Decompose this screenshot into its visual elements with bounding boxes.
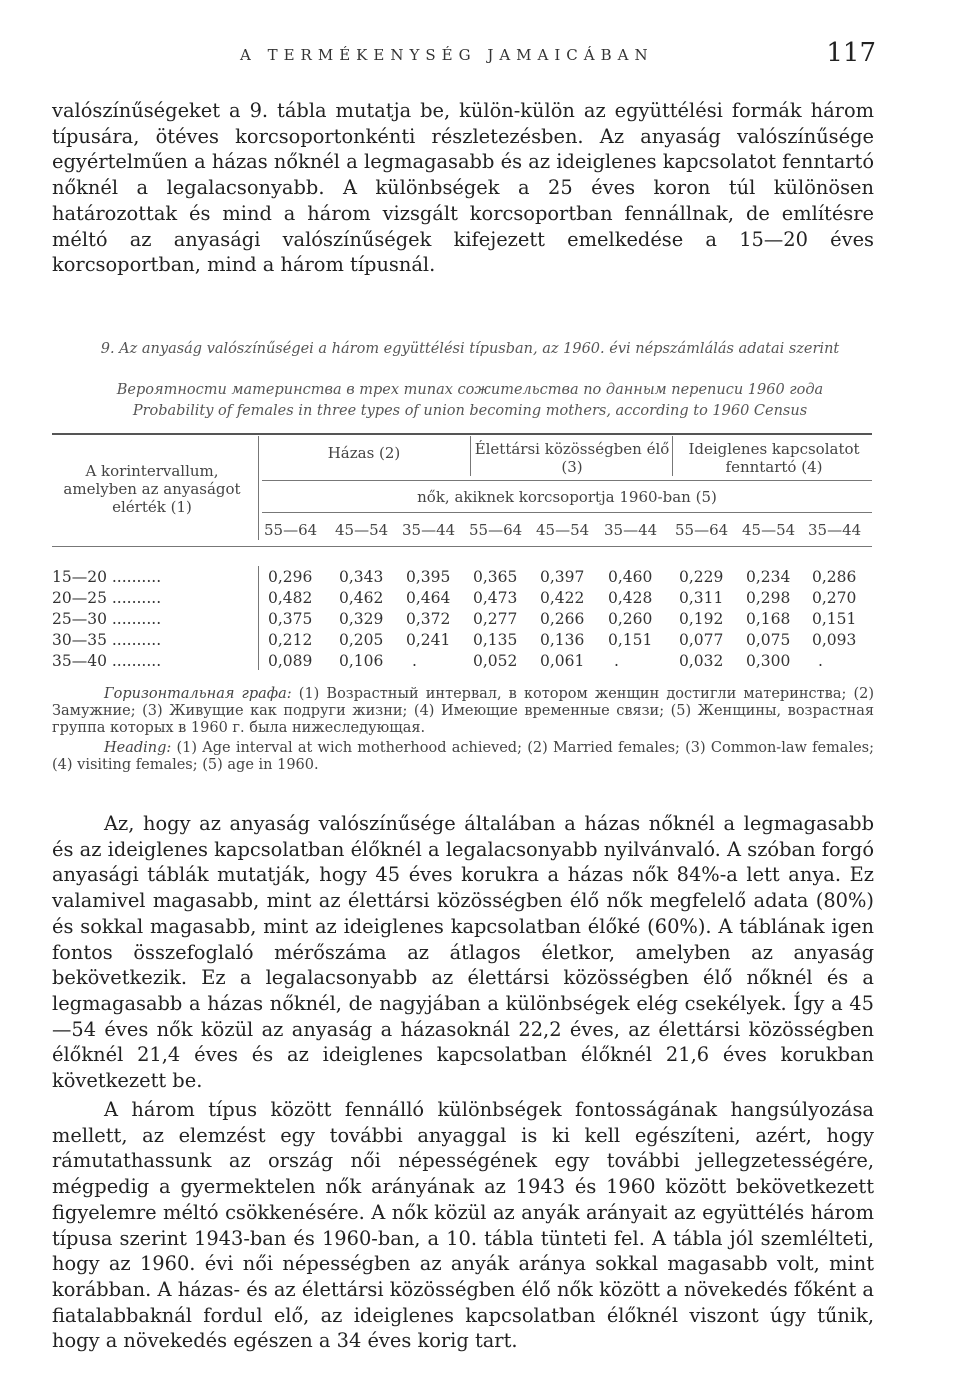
footnote-ru-text: (1) Возрастный интервал, в котором женщин достигли материнства; (2) Замужние; (3) Живущие как подруги жизни; (4) Имеющие временные связи; (5) Женщины, возрастная группа которых в 1960 г. была нижеследующая.	[52, 686, 874, 736]
table-cell: 0,286	[812, 568, 857, 586]
row-label: 20—25 ..........	[52, 589, 162, 607]
row-label: 30—35 ..........	[52, 631, 162, 649]
table-cell: 0,329	[339, 610, 384, 628]
footnote-en-label: Heading:	[104, 740, 172, 756]
age-col-header: 45—54	[742, 521, 796, 539]
table-cell: 0,464	[406, 589, 451, 607]
table-cell: 0,473	[473, 589, 518, 607]
table-top-rule	[52, 433, 872, 435]
table-cell: 0,151	[608, 631, 653, 649]
table-divider	[258, 436, 259, 540]
table-cell: 0,151	[812, 610, 857, 628]
table-cell: 0,365	[473, 568, 518, 586]
table-caption-en: Probability of females in three types of union becoming mothers, according to 1960 Census	[132, 403, 808, 419]
table-cell: 0,482	[268, 589, 313, 607]
table-subheader: nők, akiknek korcsoportja 1960-ban (5)	[417, 488, 717, 506]
table-cell: 0,212	[268, 631, 313, 649]
table-cell: 0,032	[679, 652, 724, 670]
running-title: A TERMÉKENYSÉG JAMAICÁBAN	[240, 46, 654, 64]
table-cell: 0,428	[608, 589, 653, 607]
paragraph-1: valószínűségeket a 9. tábla mutatja be, külön-külön az együttélési formák három típusára, ötéves korcsoportonkénti részletezésben. Az anyaság valószínűsége egyértelműen a házas nőknél a legmagasabb és az ideiglenes kapcsolatot fenntartó nőknél a legalacsonyabb. A különbségek a 25 éves koron túl különösen határozottak és mind a három vizsgált korcsoportban fennállnak, de említésre méltó az anyasági valószínűségek kifejezett emelkedése a 15—20 éves korcsoportban, mind a három típusnál.	[52, 99, 874, 277]
age-col-header: 35—44	[402, 521, 456, 539]
table-cell: 0,077	[679, 631, 724, 649]
paragraph-3: A három típus között fennálló különbségek fontosságának hangsúlyozása mellett, az elemzést egy további anyaggal is ki kell egészíteni, azért, hogy rámutathassunk az ország női népességének egy további jellegzetességére, mégpedig a gyermektelen nők arányának az 1943 és 1960 között bekövetkezett figyelemre méltó csökkenésére. A nők közül az anyák arányait az együttélés három típusa szerint 1943-ban és 1960-ban, a 10. tábla tünteti fel. A tábla jól szemlélteti, hogy az 1960. évi női népességben az anyák aránya sokkal magasabb volt, mint korábban. A házas- és az élettársi közösségben élő nők között a növekedés főként a fiatalabbaknál fordul elő, az ideiglenes kapcsolatban élőknél viszont úgy tűnik, hogy a növekedés egészen a 34 éves korig tart.	[52, 1098, 874, 1353]
row-label: 35—40 ..........	[52, 652, 162, 670]
table-caption-ru: Вероятности материнства в трех типах сожительства по данным переписи 1960 года	[116, 382, 824, 398]
table-caption-hu: 9. Az anyaság valószínűségei a három együttélési típusban, az 1960. évi népszámlálás adatai szerint	[100, 341, 840, 357]
table-cell: 0,093	[812, 631, 857, 649]
table-divider	[262, 480, 872, 481]
age-col-header: 35—44	[604, 521, 658, 539]
table-cell: 0,234	[746, 568, 791, 586]
table-cell: 0,395	[406, 568, 451, 586]
row-label: 15—20 ..........	[52, 568, 162, 586]
table-cell: 0,260	[608, 610, 653, 628]
row-label: 25—30 ..........	[52, 610, 162, 628]
table-cell: .	[614, 652, 619, 670]
table-cell: 0,266	[540, 610, 585, 628]
table-cell: 0,241	[406, 631, 451, 649]
age-col-header: 55—64	[469, 521, 523, 539]
table-cell: 0,205	[339, 631, 384, 649]
table-cell: 0,168	[746, 610, 791, 628]
table-cell: 0,270	[812, 589, 857, 607]
table-footnote-en	[52, 740, 874, 774]
table-cell: 0,229	[679, 568, 724, 586]
footnote-ru-label: Горизонтальная графа:	[104, 686, 292, 702]
table-cell: 0,375	[268, 610, 313, 628]
age-col-header: 55—64	[675, 521, 729, 539]
table-cell: 0,106	[339, 652, 384, 670]
table-cell: 0,075	[746, 631, 791, 649]
table-cell: 0,052	[473, 652, 518, 670]
table-divider	[262, 512, 872, 513]
age-col-header: 55—64	[264, 521, 318, 539]
table-divider	[258, 566, 259, 670]
table-cell: .	[818, 652, 823, 670]
row-header: A korintervallum, amelyben az anyaságot elérték (1)	[63, 462, 241, 516]
table-cell: 0,300	[746, 652, 791, 670]
age-col-header: 45—54	[335, 521, 389, 539]
table-cell: 0,372	[406, 610, 451, 628]
table-cell: 0,296	[268, 568, 313, 586]
table-cell: 0,136	[540, 631, 585, 649]
table-cell: 0,298	[746, 589, 791, 607]
running-header	[240, 38, 876, 78]
table-cell: 0,192	[679, 610, 724, 628]
footnote-en-text: (1) Age interval at wich motherhood achieved; (2) Married females; (3) Common-law females; (4) visiting females; (5) age in 1960.	[52, 740, 874, 773]
table-cell: 0,311	[679, 589, 724, 607]
table-cell: 0,460	[608, 568, 653, 586]
page-number: 117	[826, 38, 876, 68]
table-cell: .	[412, 652, 417, 670]
table-cell: 0,397	[540, 568, 585, 586]
table-cell: 0,089	[268, 652, 313, 670]
col-group-visiting: Ideiglenes kapcsolatot fenntartó (4)	[688, 440, 860, 476]
col-group-married: Házas (2)	[327, 444, 401, 462]
table-cell: 0,135	[473, 631, 518, 649]
table-divider	[672, 436, 673, 476]
age-col-header: 45—54	[536, 521, 590, 539]
table-cell: 0,462	[339, 589, 384, 607]
table-divider	[52, 546, 872, 547]
paragraph-2: Az, hogy az anyaság valószínűsége általában a házas nőknél a legmagasabb és az ideiglenes kapcsolatban élőknél a legalacsonyabb nyilvánvaló. A szóban forgó anyasági táblák mutatják, hogy 45 éves korukra a házas nők 84%-a lett anya. Ez valamivel magasabb, mint az élettársi közösségben élő nők megfelelő adata (80%) és sokkal magasabb, mint az ideiglenes kapcsolatban élőké (60%). A táblának igen fontos összefoglaló mérőszáma az átlagos életkor, amelyben az anyaság bekövetkezik. Ez a legalacsonyabb az élettársi közösségben élő nőknél és a legmagasabb a házas nőknél, de nagyjában a különbségek elég csekélyek. Így a 45—54 éves nők közül az anyaság a házasoknál 22,2 éves, az élettársi közösségben élőknél 21,4 éves és az ideiglenes kapcsolatban élőknél 21,6 éves korukban következett be.	[52, 812, 874, 1093]
table-footnote-ru	[52, 686, 874, 737]
col-group-common-law: Élettársi közösségben élő (3)	[474, 440, 670, 476]
table-cell: 0,422	[540, 589, 585, 607]
table-cell: 0,277	[473, 610, 518, 628]
table-cell: 0,061	[540, 652, 585, 670]
age-col-header: 35—44	[808, 521, 862, 539]
table-cell: 0,343	[339, 568, 384, 586]
table-divider	[470, 436, 471, 476]
